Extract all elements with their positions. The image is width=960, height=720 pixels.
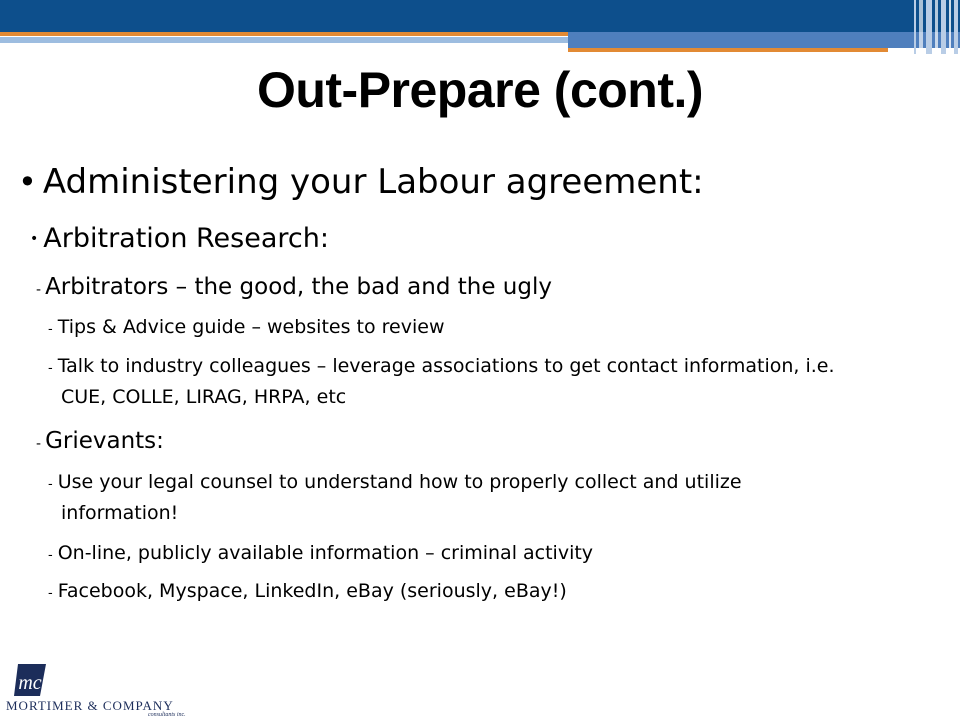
bullet-level2-text: Arbitration Research: (43, 223, 329, 254)
header-orange-line (0, 32, 568, 36)
grievants-heading-text: Grievants: (45, 428, 164, 454)
dash-icon: - (48, 477, 53, 492)
header-stripe (941, 0, 946, 54)
header-dark-bar (0, 0, 960, 32)
dash-icon: - (36, 282, 42, 298)
logo-tagline: consultants inc. (148, 712, 186, 718)
bullet-icon: • (30, 231, 39, 247)
header-stripe (914, 0, 916, 54)
header-stripe (935, 0, 938, 54)
list-item-continuation: CUE, COLLE, LIRAG, HRPA, etc (61, 386, 347, 408)
header-light-bar (0, 37, 568, 43)
bullet-level1-text: Administering your Labour agreement: (42, 162, 704, 202)
logo-monogram-text: mc (18, 672, 42, 694)
list-item (48, 351, 835, 384)
bullet-level2 (30, 222, 329, 256)
list-item (48, 538, 593, 571)
dash-icon: - (48, 548, 53, 563)
list-item-text: Tips & Advice guide – websites to review (57, 316, 445, 338)
grievants-heading (36, 426, 164, 459)
header-stripe (926, 0, 932, 54)
list-item-text: Talk to industry colleagues – leverage associations to get contact information, i.e. (57, 355, 835, 377)
dash-icon: - (48, 322, 53, 337)
dash-icon: - (36, 436, 42, 452)
header-band (0, 0, 960, 54)
list-item-continuation: information! (61, 502, 179, 524)
header-stripes (900, 0, 960, 54)
list-item-text: Facebook, Myspace, LinkedIn, eBay (seriously, eBay!) (57, 580, 567, 602)
company-logo (6, 660, 196, 718)
list-item (48, 576, 567, 609)
header-stripe (949, 0, 951, 54)
list-item-text: On-line, publicly available information – criminal activity (57, 542, 594, 564)
logo-name: MORTIMER & COMPANY (6, 698, 174, 713)
logo-monogram-icon (12, 662, 52, 698)
bullet-level1 (18, 162, 704, 202)
list-item-text: Use your legal counsel to understand how to properly collect and utilize (57, 471, 742, 493)
arbitrators-heading (36, 272, 552, 305)
slide-title: Out-Prepare (cont.) (256, 62, 704, 118)
list-item (48, 312, 445, 345)
header-orange-underline (568, 48, 888, 52)
arbitrators-heading-text: Arbitrators – the good, the bad and the ugly (45, 274, 552, 300)
header-stripe (919, 0, 923, 54)
bullet-icon: • (18, 163, 37, 201)
dash-icon: - (48, 361, 53, 376)
header-stripe (954, 0, 958, 54)
dash-icon: - (48, 586, 53, 601)
list-item (48, 467, 742, 500)
